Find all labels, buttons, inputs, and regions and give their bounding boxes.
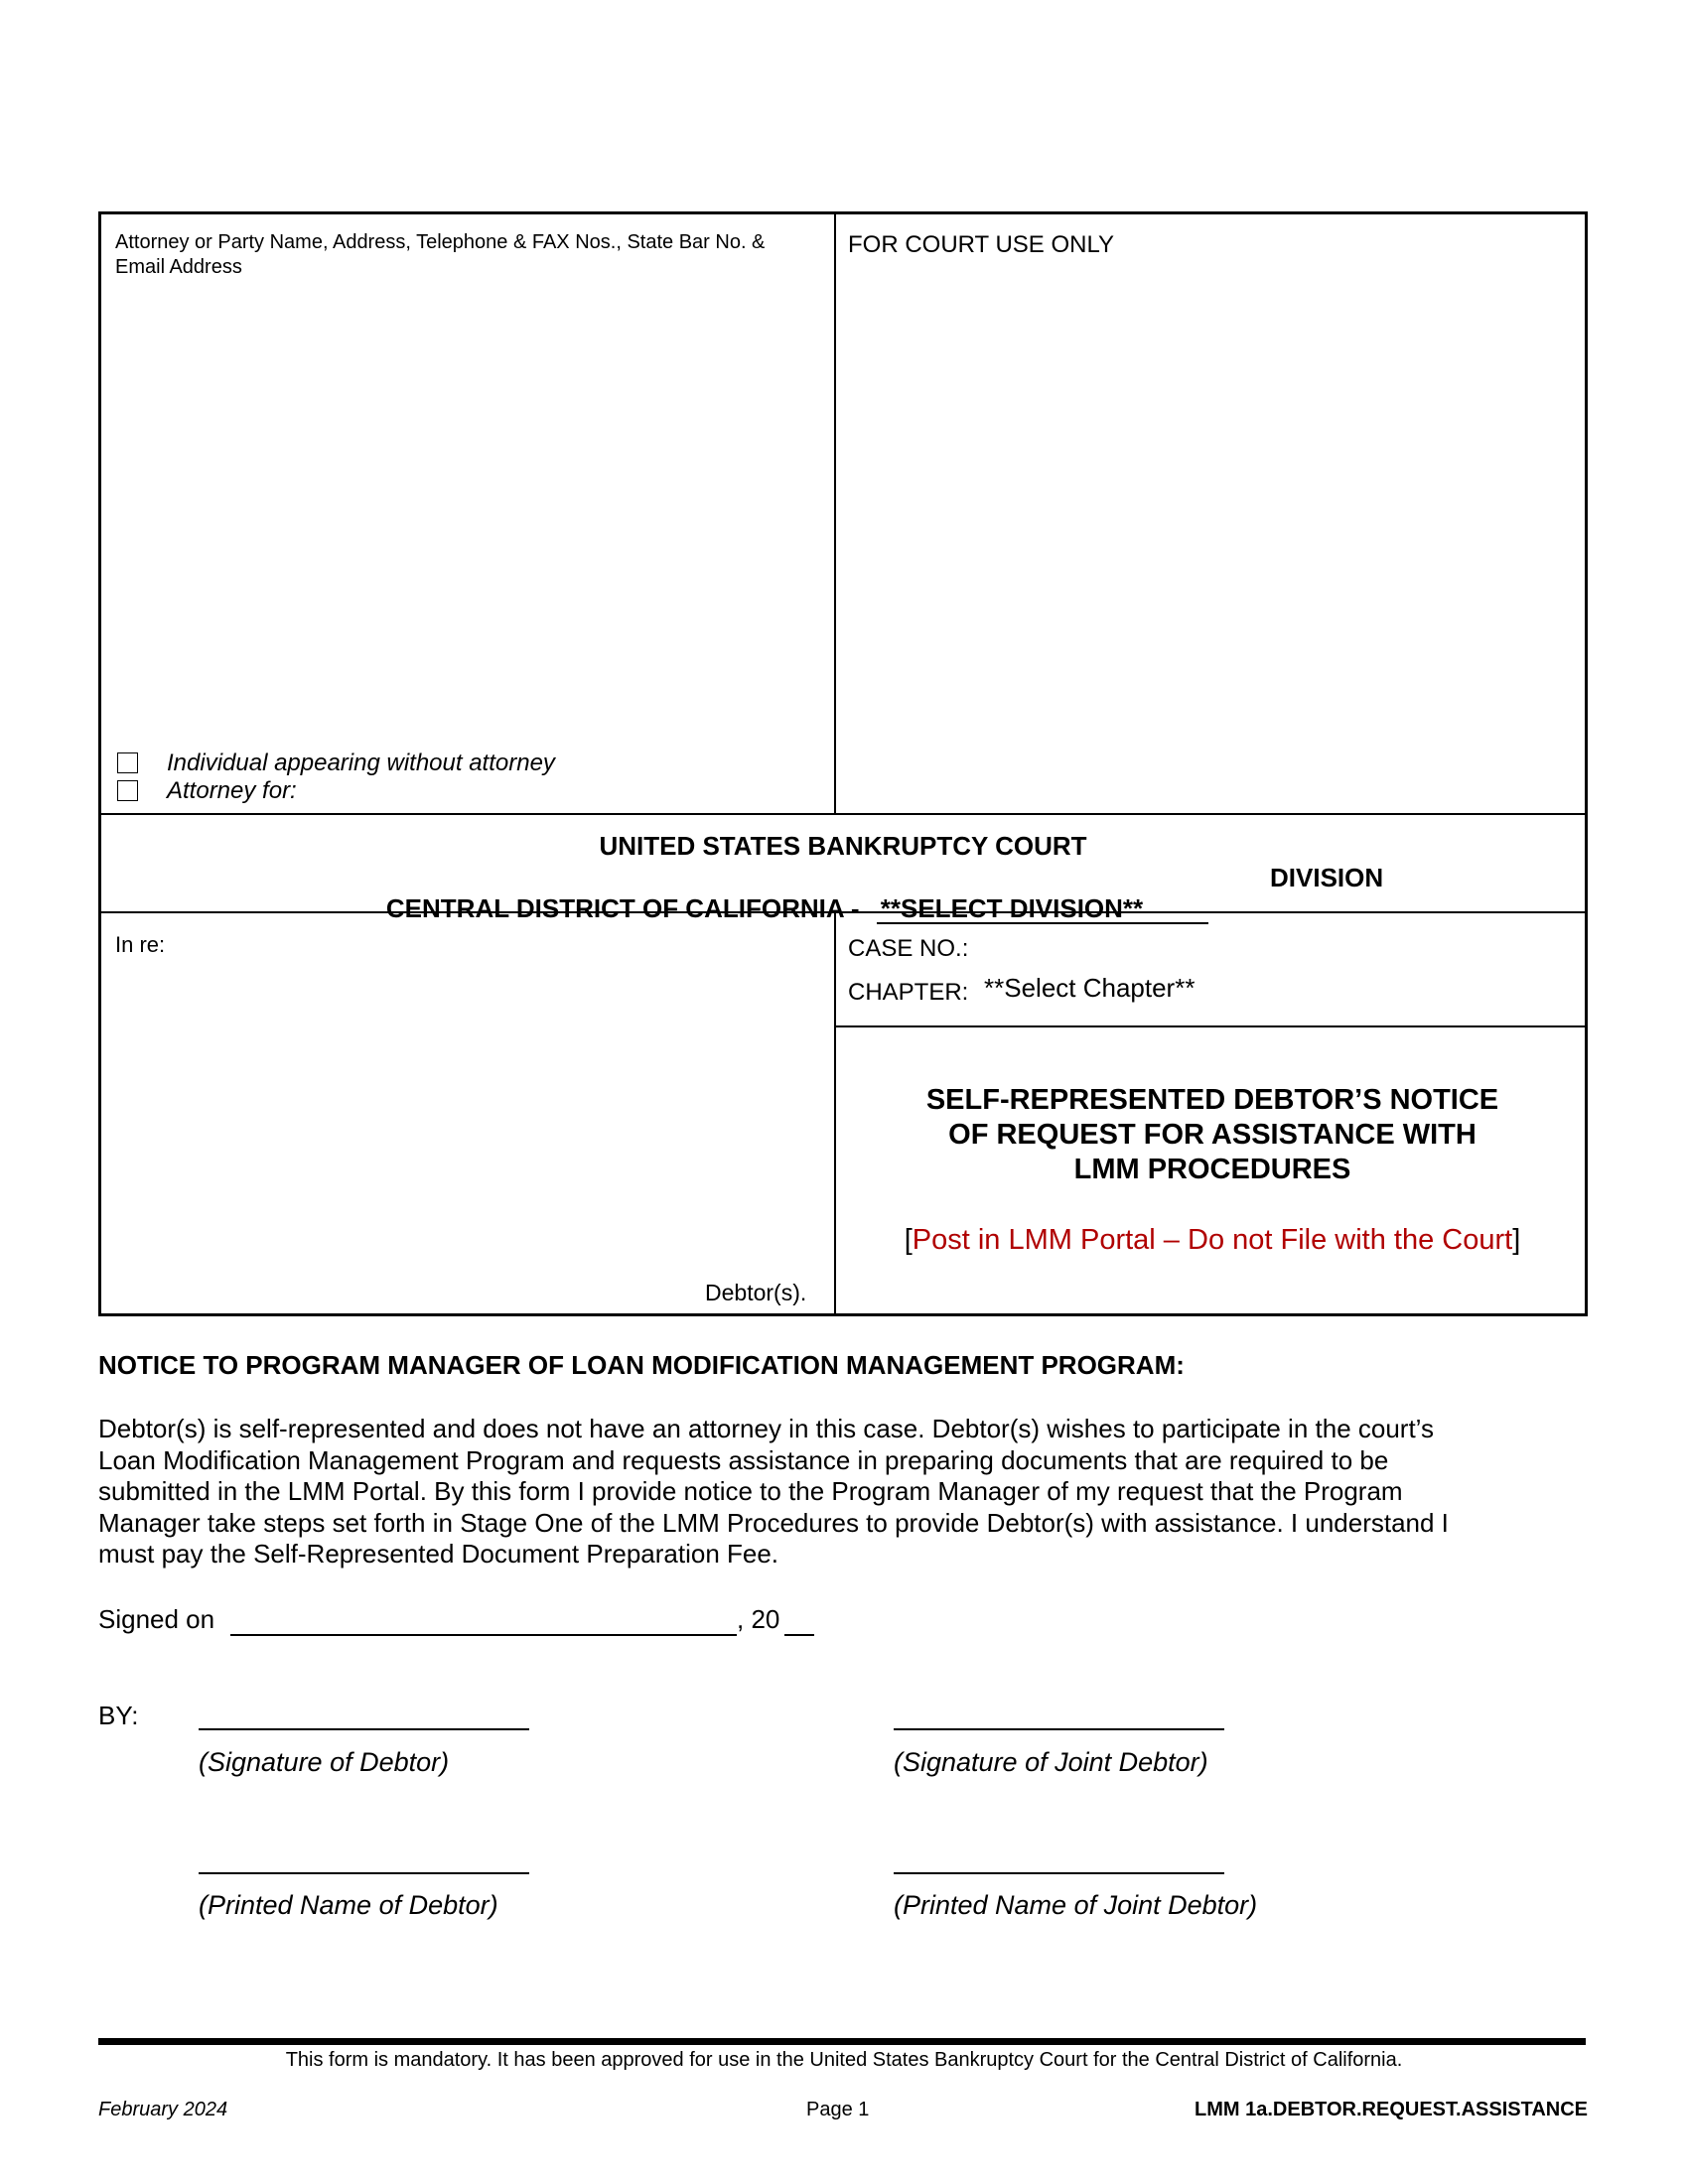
debtor-signature-caption: (Signature of Debtor) bbox=[199, 1747, 450, 1777]
paragraph-line: Debtor(s) is self-represented and does not have an attorney in this case. Debtor(s) wishes to participate in the court’s bbox=[98, 1414, 1434, 1443]
court-use-label: FOR COURT USE ONLY bbox=[848, 231, 1115, 258]
form-title-line-3: LMM PROCEDURES bbox=[1073, 1154, 1351, 1185]
division-select[interactable]: **SELECT DIVISION** bbox=[877, 895, 1208, 924]
paragraph-line: Loan Modification Management Program and requests assistance in preparing documents that are required to be bbox=[98, 1444, 1389, 1475]
year-prefix: , 20 bbox=[737, 1604, 780, 1634]
paragraph-line: must pay the Self-Represented Document Preparation Fee. bbox=[98, 1539, 779, 1569]
form-title-line-1: SELF-REPRESENTED DEBTOR’S NOTICE bbox=[925, 1084, 1499, 1116]
post-instruction bbox=[845, 1224, 1580, 1257]
notice-heading: NOTICE TO PROGRAM MANAGER OF LOAN MODIFICATION MANAGEMENT PROGRAM: bbox=[98, 1350, 1185, 1380]
signed-on-label: Signed on bbox=[98, 1604, 215, 1634]
form-title-line-2: OF REQUEST FOR ASSISTANCE WITH bbox=[948, 1119, 1477, 1151]
court-name: UNITED STATES BANKRUPTCY COURT bbox=[599, 831, 1087, 861]
form-title bbox=[845, 1083, 1580, 1187]
paragraph-line: Manager take steps set forth in Stage One of the LMM Procedures to provide Debtor(s) with assistance. I understand I bbox=[98, 1507, 1449, 1538]
footer-mandatory-notice: This form is mandatory. It has been approved for use in the United States Bankruptcy Court for the Central District of California. bbox=[285, 2049, 1403, 2071]
court-header-top-rule bbox=[101, 813, 1585, 815]
post-instruction-text: Post in LMM Portal – Do not File with the Court bbox=[912, 1224, 1513, 1256]
attorney-box-label: Attorney or Party Name, Address, Telephone & FAX Nos., State Bar No. & Email Address bbox=[115, 231, 766, 278]
top-divider bbox=[834, 214, 836, 814]
notice-paragraph bbox=[98, 1414, 1588, 1570]
debtor-label: Debtor(s). bbox=[705, 1280, 807, 1305]
division-suffix: DIVISION bbox=[1270, 863, 1384, 892]
district-prefix: CENTRAL DISTRICT OF CALIFORNIA - bbox=[385, 893, 867, 923]
chapter-select[interactable]: **Select Chapter** bbox=[984, 973, 1196, 1003]
individual-without-attorney-checkbox[interactable] bbox=[117, 752, 138, 773]
attorney-for-label: Attorney for: bbox=[167, 777, 297, 804]
joint-debtor-signature-line[interactable] bbox=[894, 1728, 1224, 1730]
district-line bbox=[357, 863, 1208, 955]
footer-page-number: Page 1 bbox=[806, 2099, 870, 2120]
bottom-divider bbox=[834, 911, 836, 1316]
footer-rule bbox=[98, 2038, 1586, 2045]
in-re-label: In re: bbox=[115, 932, 166, 957]
debtor-printed-name-line[interactable] bbox=[199, 1872, 529, 1874]
post-close-bracket: ] bbox=[1512, 1224, 1521, 1256]
case-section-rule bbox=[834, 1025, 1585, 1027]
post-open-bracket: [ bbox=[904, 1224, 913, 1256]
joint-debtor-printed-name-caption: (Printed Name of Joint Debtor) bbox=[894, 1890, 1258, 1920]
paragraph-line: submitted in the LMM Portal. By this form I provide notice to the Program Manager of my request that the Program bbox=[98, 1476, 1403, 1506]
footer-form-code: LMM 1a.DEBTOR.REQUEST.ASSISTANCE bbox=[1195, 2099, 1588, 2120]
signed-on-date-line[interactable] bbox=[230, 1634, 737, 1636]
joint-debtor-printed-name-line[interactable] bbox=[894, 1872, 1224, 1874]
by-label: BY: bbox=[98, 1701, 139, 1730]
debtor-signature-line[interactable] bbox=[199, 1728, 529, 1730]
debtor-printed-name-caption: (Printed Name of Debtor) bbox=[199, 1890, 498, 1920]
case-no-label: CASE NO.: bbox=[848, 935, 969, 962]
individual-without-attorney-label: Individual appearing without attorney bbox=[167, 750, 555, 776]
attorney-for-checkbox[interactable] bbox=[117, 780, 138, 801]
footer-date: February 2024 bbox=[98, 2099, 228, 2120]
joint-debtor-signature-caption: (Signature of Joint Debtor) bbox=[894, 1747, 1208, 1777]
year-blank-line[interactable] bbox=[784, 1634, 814, 1636]
chapter-label: CHAPTER: bbox=[848, 979, 969, 1006]
